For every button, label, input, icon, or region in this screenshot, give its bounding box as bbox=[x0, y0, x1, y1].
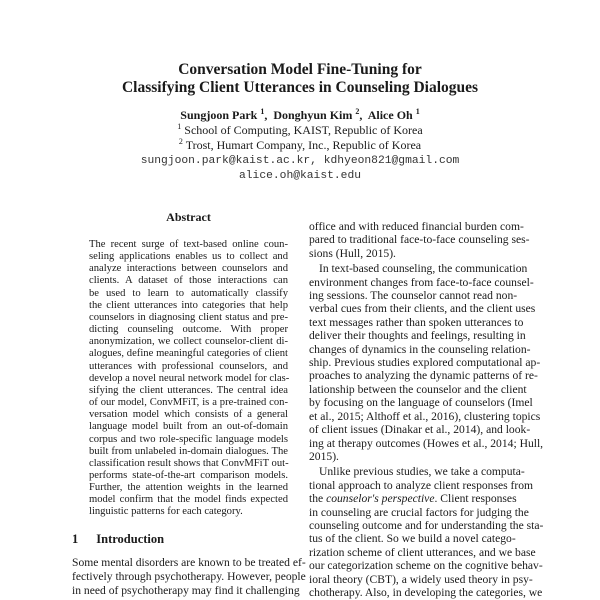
affiliations bbox=[0, 123, 600, 152]
abstract-body bbox=[89, 239, 288, 519]
aff-sup: 1 bbox=[177, 122, 182, 131]
text-line: text messages rather than spoken utterances to bbox=[309, 315, 524, 329]
text-line: sions (Hull, 2015). bbox=[309, 246, 396, 260]
text-line: the client utterances into categories that help bbox=[89, 299, 288, 311]
text-line: alogues, define meaningful categories of client bbox=[89, 348, 288, 360]
text-line: rization scheme of client utterances, and we base bbox=[309, 545, 536, 559]
right-column-body bbox=[309, 220, 544, 599]
author-name: Donghyun Kim bbox=[273, 108, 353, 122]
section-number: 1 bbox=[72, 532, 79, 546]
affiliation bbox=[0, 123, 600, 138]
text-line: anonymization, we collect counselor-client di- bbox=[89, 336, 288, 348]
aff-sup: 2 bbox=[178, 136, 183, 146]
text-line: language model built from an out-of-domain bbox=[89, 421, 288, 433]
text-line: proaches to analyzing the dynamic patterns of re- bbox=[309, 369, 538, 383]
text-line: in need of psychotherapy may find it challenging bbox=[72, 584, 300, 597]
introduction-body bbox=[72, 556, 306, 598]
text-line: ing sessions. The counselor cannot read non- bbox=[309, 289, 518, 303]
text-line: counseling outcome and for understanding the sta- bbox=[309, 518, 544, 532]
title-line-2: Classifying Client Utterances in Counseling Dialogues bbox=[121, 79, 479, 96]
text-line: pared to traditional face-to-face counseling ses- bbox=[309, 233, 530, 247]
text-line: deliver their thoughts and feelings, resulting in bbox=[309, 329, 526, 343]
emails bbox=[0, 154, 600, 183]
text-line: our categorization scheme on the cognitive behav- bbox=[309, 559, 543, 573]
text-line: sifying the client utterances. The central idea bbox=[89, 384, 288, 396]
text-line: the counselor's perspective. Client responses bbox=[309, 492, 517, 506]
text-line: corpus and two role-specific language models bbox=[89, 433, 288, 445]
email-line: alice.oh@kaist.edu bbox=[238, 169, 362, 182]
author-sup: 2 bbox=[355, 107, 360, 116]
aff-text: School of Computing, KAIST, Republic of Korea bbox=[184, 123, 423, 137]
text-line: ing at therapy outcomes (Howes et al., 2014; Hull, bbox=[309, 436, 544, 450]
text-line: office and with reduced financial burden com- bbox=[309, 220, 524, 233]
abstract-heading: Abstract bbox=[166, 210, 211, 224]
paragraph bbox=[309, 262, 544, 463]
text-line: performs state-of-the-art comparison models. bbox=[89, 469, 288, 481]
author-name: Sungjoon Park bbox=[180, 108, 258, 122]
section-heading-introduction bbox=[72, 532, 182, 547]
text-line: of our model, ConvMFiT, is a pre-trained con- bbox=[89, 397, 288, 409]
section-title: Introduction bbox=[96, 532, 165, 546]
text-line: The recent surge of text-based online coun- bbox=[89, 239, 288, 250]
text-line: analyze interactions between counselors and bbox=[89, 263, 288, 275]
text-line: et al., 2015; Althoff et al., 2016), clustering topics bbox=[309, 409, 541, 423]
text-line: Further, the attention weights in the learned bbox=[89, 482, 288, 494]
author-sup: 1 bbox=[260, 107, 265, 116]
text-line: Some mental disorders are known to be treated ef- bbox=[72, 556, 306, 569]
text-line: of client issues (Dinakar et al., 2014), and look- bbox=[309, 423, 531, 437]
text-line: chotherapy. Also, in developing the categories, we bbox=[309, 585, 543, 599]
text-line: tus of the client. So we build a novel catego- bbox=[309, 532, 516, 546]
text-line: in counseling are crucial factors for judging the bbox=[309, 505, 529, 519]
text-line: changes of dynamics in the counseling relation- bbox=[309, 342, 531, 356]
text-line: ship. Previous studies explored computational ap- bbox=[309, 356, 541, 370]
text-line: built from unlabeled in-domain dialogues. The bbox=[89, 445, 288, 457]
text-line: develop a novel neural network model for clas- bbox=[89, 372, 290, 384]
text-line: clients. A dataset of those interactions can bbox=[89, 275, 288, 287]
text-line: tional approach to analyze client responses from bbox=[309, 478, 534, 492]
text-line: be used to learn to automatically classify bbox=[89, 287, 288, 299]
text-line: verbal cues from their clients, and the client uses bbox=[309, 302, 536, 316]
text-line: versation model which consists of a general bbox=[89, 409, 288, 421]
text-line: Unlike previous studies, we take a computa- bbox=[319, 465, 525, 479]
author-list: Sungjoon Park $^1$, Donghyun Kim $^2$, Alice Oh $^1$ bbox=[180, 107, 420, 122]
text-line: dicting counseling outcome. With proper bbox=[89, 324, 288, 336]
paragraph bbox=[309, 220, 530, 260]
author-name: Alice Oh bbox=[367, 108, 413, 122]
author-sup: 1 bbox=[415, 107, 420, 116]
aff-text: Trost, Humart Company, Inc., Republic of Korea bbox=[185, 137, 422, 152]
text-line: ioral theory (CBT), a widely used theory in psy- bbox=[309, 572, 533, 586]
text-line: classification result shows that ConvMFiT out- bbox=[89, 457, 289, 469]
text-line: seling applications enables us to collect and bbox=[89, 251, 288, 263]
text-line: lationship between the counselor and the client bbox=[309, 382, 527, 396]
paper-title bbox=[0, 61, 600, 97]
email-line: sungjoon.park@kaist.ac.kr, kdhyeon821@gmail.com bbox=[140, 155, 460, 167]
affiliation bbox=[0, 138, 600, 153]
paragraph bbox=[309, 465, 544, 599]
text-line: model confirm that the model finds expected bbox=[89, 494, 288, 506]
text-line: linguistic patterns for each category. bbox=[89, 506, 243, 518]
text-line: 2015). bbox=[309, 449, 339, 463]
text-line: by focusing on the language of counselors (Imel bbox=[309, 396, 533, 410]
text-line: utterances with professional counselors, and bbox=[89, 360, 288, 372]
emphasis: counselor's perspective bbox=[326, 492, 435, 506]
text-line: environment changes from face-to-face counsel- bbox=[309, 275, 534, 289]
text-line: counselors in diagnosing client status and pre- bbox=[89, 311, 288, 323]
text-line: In text-based counseling, the communication bbox=[319, 262, 528, 276]
text-line: fectively through psychotherapy. However, people bbox=[72, 570, 306, 583]
title-line-1: Conversation Model Fine-Tuning for bbox=[178, 61, 422, 78]
